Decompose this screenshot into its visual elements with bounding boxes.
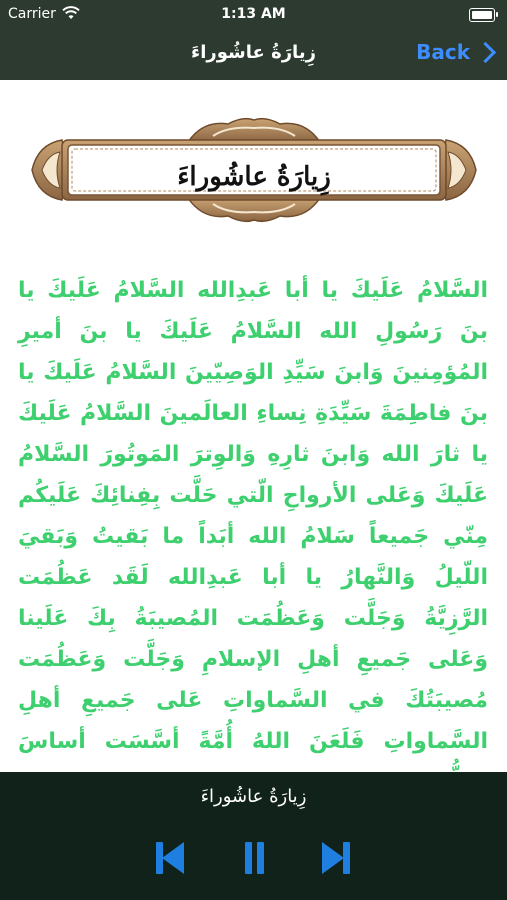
back-button-label: Back <box>416 40 470 64</box>
navigation-bar <box>0 30 507 80</box>
previous-track-icon[interactable] <box>156 842 184 874</box>
status-time: 1:13 AM <box>221 6 286 22</box>
carrier-label: Carrier <box>8 6 56 22</box>
chevron-right-icon <box>475 41 496 62</box>
status-bar <box>0 0 507 30</box>
player-track-title: زِيارَةُ عاشُوراءَ <box>200 786 307 807</box>
verse-text: السَّلامُ عَلَيكَ يا أبا عَبدِالله السَّلامُ عَلَيكَ يا بنَ رَسُولِ الله السَّلامُ عَلَيكَ يا بنَ أميرِ المُؤمِنينَ وَابنَ سَيِّدِ الوَصِيّينَ السَّلامُ عَلَيكَ يا بنَ فاطِمَةَ سَيِّدَةِ نِساءِ العالَمينَ السَّلامُ عَلَيكَ يا ثارَ الله وَابنَ ثارِهِ وَالوِترَ المَوتُورَ السَّلامُ عَلَيكَ وَعَلى الأرواحِ الّتي حَلَّت بِفِنائِكَ عَلَيكُم مِنّي جَميعاً سَلامُ الله أبَداً ما بَقيتُ وَبَقيَ اللّيلُ وَالنَّهارُ يا أبا عَبدِالله لَقَد عَظُمَت الرَّزِيَّةُ وَجَلَّت وَعَظُمَت المُصيبَةُ بِكَ عَلَينا وَعَلى جَميعِ أهلِ الإسلامِ وَجَلَّت وَعَظُمَت مُصيبَتُكَ في السَّماواتِ عَلى جَميعِ أهلِ السَّماواتِ فَلَعَنَ اللهُ أُمَّةً أسَّسَت أساسَ <box>18 278 488 754</box>
back-button[interactable] <box>416 40 493 64</box>
title-banner <box>28 114 480 226</box>
battery-icon <box>469 8 495 22</box>
next-track-icon[interactable] <box>322 842 350 874</box>
pause-icon[interactable] <box>240 842 268 874</box>
banner-title: زِيارَةُ عاشُوراءَ <box>177 162 331 192</box>
audio-player <box>0 772 507 900</box>
nav-title: زِيارَةُ عاشُوراءَ <box>191 42 316 63</box>
